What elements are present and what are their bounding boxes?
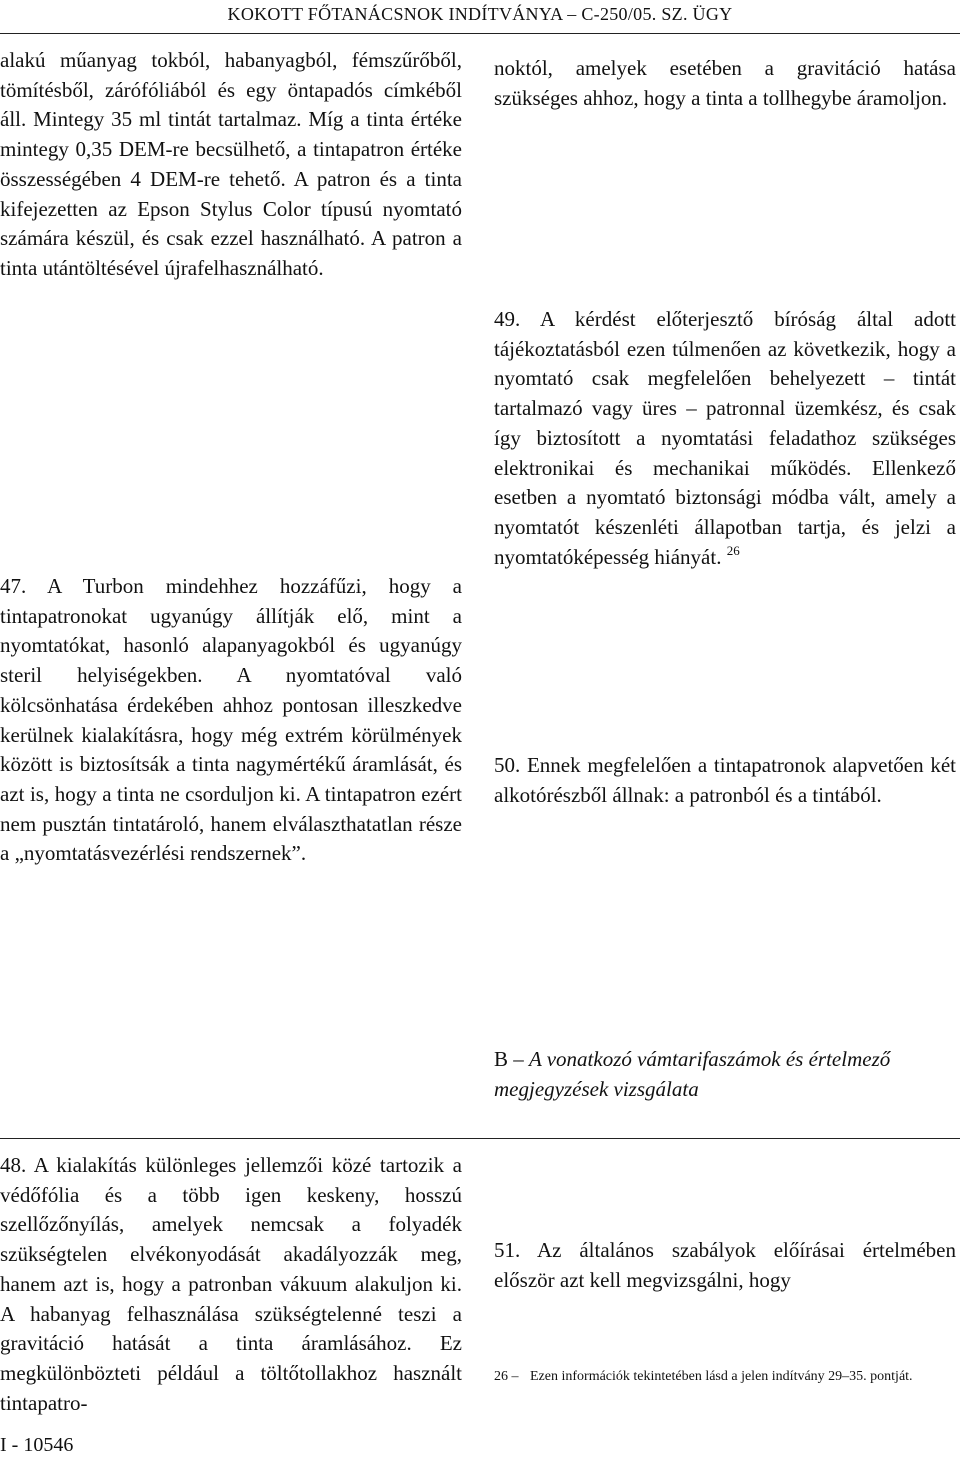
section-rule bbox=[0, 1138, 960, 1139]
paragraph-47: 47. A Turbon mindehhez hozzáfűzi, hogy a tintapatronokat ugyanúgy állítják elő, mint a nyomtatókat, hasonló alapanyagokból és ugyanúgy steril helyiségekben. A nyomtatóval való kölcsönhatása érdekében ahhoz pontosan illeszkedve kerülnek kialakításra, hogy még extrém körülmények között is biztosítsák a tinta nagymértékű áramlását, és azt is, hogy a tinta ne csorduljon ki. A tintapatron ezért nem pusztán tintatároló, hanem elválaszthatatlan része a „nyomtatásvezérlési rendszernek”. bbox=[0, 574, 462, 866]
left-paragraph-continued: alakú műanyag tokból, habanyagból, fémszűrőből, tömítésből, zárófóliából és egy öntapadós címkéből áll. Mintegy 35 ml tintát tartalmaz. Míg a tinta értéke mintegy 0,35 DEM-re becsülhető, a tintapatron értéke összességében 4 DEM-re tehető. A patron és a tinta kifejezetten az Epson Stylus Color típusú nyomtató számára készül, és csak ezzel használható. A patron a tinta utántöltésével újrafelhasználható. bbox=[0, 48, 462, 280]
footnote-reference[interactable]: 26 bbox=[726, 542, 740, 558]
paragraph-49: 49. A kérdést előterjesztő bíróság által adott tájékoztatásból ezen túlmenően az következik, hogy a nyomtató csak megfelelően behelyezett – tintát tartalmazó vagy üres – patronnal üzemkész, és csak így biztosított a nyomtatási feladathoz szükséges elektronikai és mechanikai működés. Ellenkező esetben a nyomtató biztonsági módba vált, amely a nyomtatót készenléti állapotban tartja, és jelzi a nyomtatóképesség hiányát. $^{26}$ bbox=[494, 307, 956, 569]
section-prefix: B – bbox=[494, 1047, 530, 1071]
right-paragraph-continued: noktól, amelyek esetében a gravitáció hatása szükséges ahhoz, hogy a tinta a tollhegybe áramoljon. bbox=[494, 56, 956, 110]
page-number: I - 10546 bbox=[0, 1434, 74, 1456]
section-title: A vonatkozó vámtarifaszámok és értelmező megjegyzések vizsgálata bbox=[494, 1047, 891, 1101]
footnote-number: 26 – bbox=[494, 1369, 519, 1384]
section-heading bbox=[494, 1045, 956, 1104]
paragraph-48: 48. A kialakítás különleges jellemzői közé tartozik a védőfólia és a több igen keskeny, hosszú szellőzőnyílás, amelyek nemcsak a folyadék szükségtelen elvékonyodását akadályozzák meg, hanem azt is, hogy a patronban vákuum alakuljon ki. A habanyag felhasználása szükségtelenné teszi a gravitáció hatását a tinta áramlásához. Ez megkülönbözteti például a töltőtollakhoz használt tintapatro- bbox=[0, 1153, 462, 1415]
footnote bbox=[494, 1368, 956, 1386]
header-rule bbox=[0, 33, 960, 34]
running-header: KOKOTT FŐTANÁCSNOK INDÍTVÁNYA – C-250/05. SZ. ÜGY bbox=[227, 4, 733, 24]
paragraph-51: 51. Az általános szabályok előírásai értelmében először azt kell megvizsgálni, hogy bbox=[494, 1238, 956, 1292]
footnote-text: Ezen információk tekintetében lásd a jelen indítvány 29–35. pontját. bbox=[530, 1369, 913, 1384]
paragraph-50: 50. Ennek megfelelően a tintapatronok alapvetően két alkotórészből állnak: a patronból és a tintából. bbox=[494, 753, 956, 807]
